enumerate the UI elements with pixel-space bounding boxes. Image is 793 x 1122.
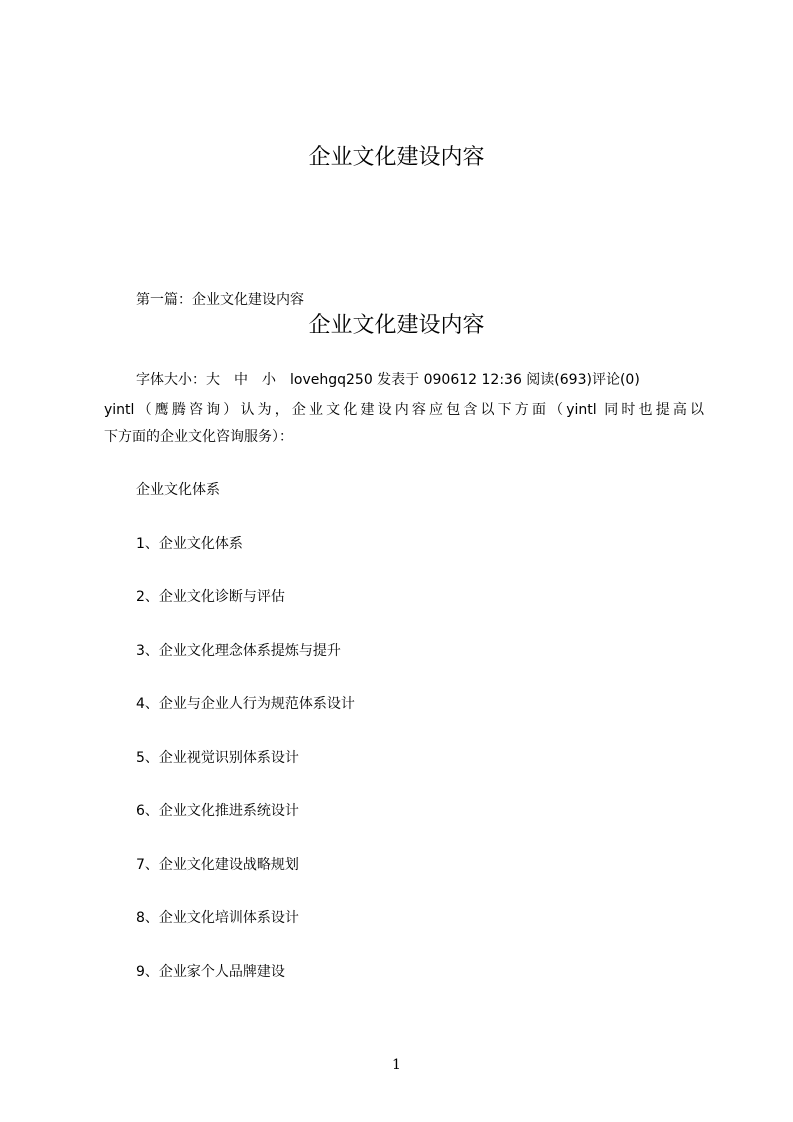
list-item: 9、企业家个人品牌建设	[136, 963, 285, 980]
author-info: lovehgq250 发表于 090612 12:36 阅读(693)评论(0)	[290, 372, 640, 388]
list-item: 1、企业文化体系	[136, 535, 243, 552]
article-title: 企业文化建设内容	[308, 313, 485, 338]
list-item: 2、企业文化诊断与评估	[136, 589, 285, 605]
list-item: 企业文化体系	[136, 482, 220, 498]
document-title: 企业文化建设内容	[308, 145, 485, 170]
page-number: 1	[392, 1057, 401, 1073]
list-item: 8、企业文化培训体系设计	[136, 910, 299, 926]
font-size-large-link[interactable]: 大	[206, 372, 220, 388]
article-meta	[136, 370, 640, 390]
intro-paragraph	[104, 397, 704, 451]
list-item: 7、企业文化建设战略规划	[136, 856, 299, 873]
content-list	[136, 480, 355, 1015]
chapter-heading: 第一篇：企业文化建设内容	[136, 292, 304, 308]
font-size-label: 字体大小：	[136, 372, 206, 388]
list-item: 3、企业文化理念体系提炼与提升	[136, 642, 341, 659]
list-item: 4、企业与企业人行为规范体系设计	[136, 696, 355, 712]
list-item: 6、企业文化推进系统设计	[136, 803, 299, 819]
list-item: 5、企业视觉识别体系设计	[136, 749, 299, 766]
intro-line-2: 下方面的企业文化咨询服务）：	[104, 429, 293, 445]
intro-line-1: yintl（鹰腾咨询）认为，企业文化建设内容应包含以下方面（yintl 同时也提高以	[104, 402, 704, 418]
font-size-medium-link[interactable]: 中	[234, 372, 248, 388]
font-size-small-link[interactable]: 小	[262, 372, 276, 388]
